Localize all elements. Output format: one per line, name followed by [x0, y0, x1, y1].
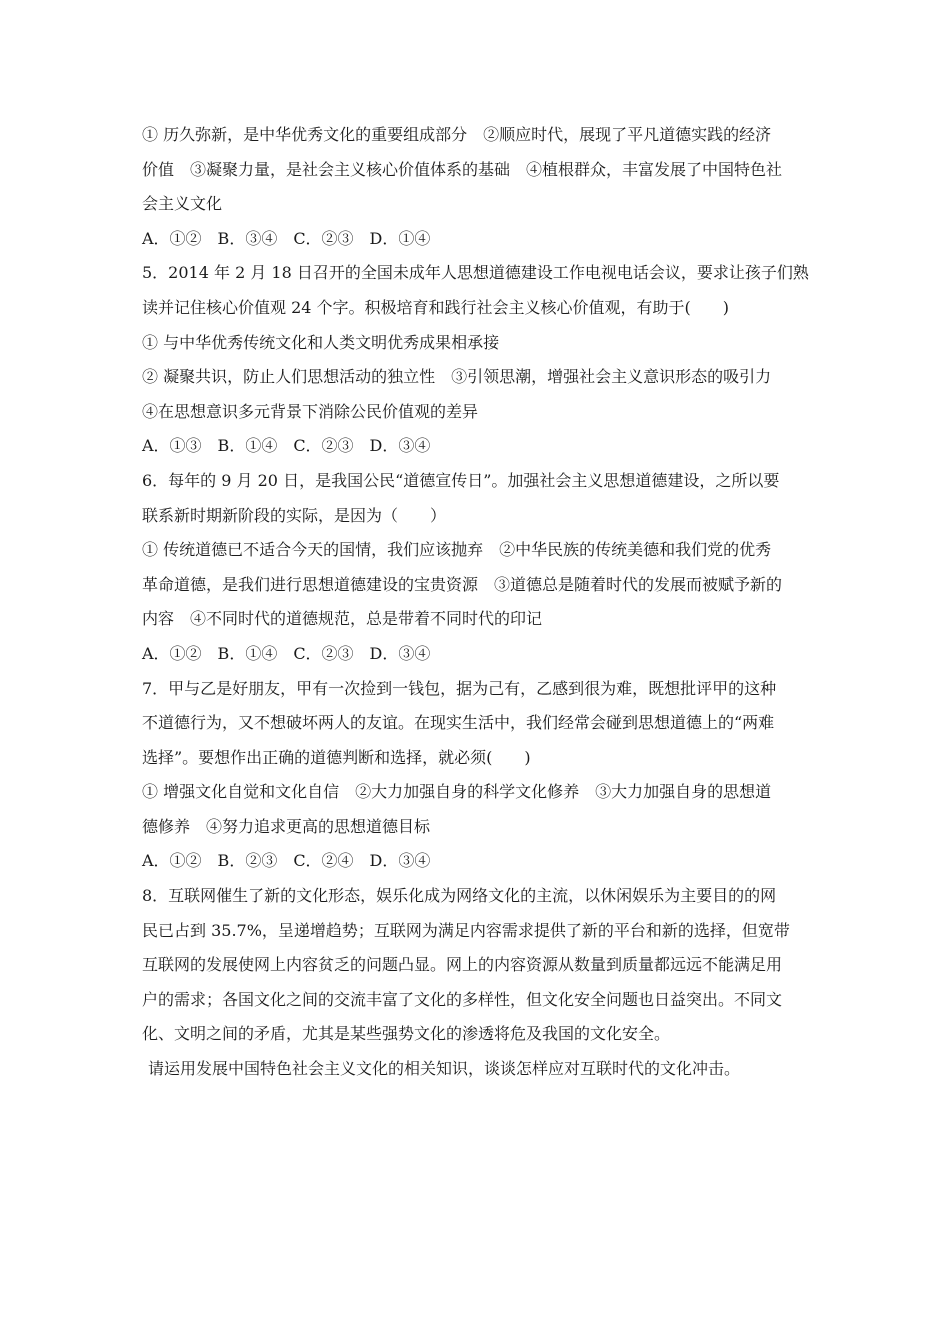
q6-option-line-3: 内容 ④不同时代的道德规范，总是带着不同时代的印记 — [142, 609, 543, 629]
q7-answer-choices: A．①② B．②③ C．②④ D．③④ — [142, 851, 431, 871]
q6-answer-choices: A．①② B．①④ C．②③ D．③④ — [142, 643, 431, 663]
q5-stem-line-1: 5．2014 年 2 月 18 日召开的全国未成年人思想道德建设工作电视电话会议，要求让孩子们熟 — [142, 263, 809, 283]
q5-option-line-3: ④在思想意识多元背景下消除公民价值观的差异 — [142, 401, 479, 421]
q7-stem-line-1: 7．甲与乙是好朋友，甲有一次捡到一钱包，据为己有，乙感到很为难，既想批评甲的这种 — [142, 678, 777, 698]
q7-option-line-1: ① 增强文化自觉和文化自信 ②大力加强自身的科学文化修养 ③大力加强自身的思想道 — [142, 782, 772, 802]
q7-stem-line-2: 不道德行为，又不想破坏两人的友谊。在现实生活中，我们经常会碰到思想道德上的“两难 — [142, 713, 775, 733]
q4-option-line-3: 会主义文化 — [142, 194, 223, 214]
q6-stem-line-2: 联系新时期新阶段的实际，是因为（ ） — [142, 505, 447, 525]
document-body — [142, 118, 817, 1087]
q6-option-line-1: ① 传统道德已不适合今天的国情，我们应该抛弃 ②中华民族的传统美德和我们党的优秀 — [142, 540, 772, 560]
q6-stem-line-1: 6．每年的 9 月 20 日，是我国公民“道德宣传日”。加强社会主义思想道德建设，之所以要 — [142, 470, 780, 490]
q8-material-line-3: 互联网的发展使网上内容贫乏的问题凸显。网上的内容资源从数量到质量都远远不能满足用 — [142, 955, 783, 975]
q5-stem-line-2: 读并记住核心价值观 24 个字。积极培育和践行社会主义核心价值观，有助于( ) — [142, 297, 730, 317]
q7-stem-line-3: 选择”。要想作出正确的道德判断和选择，就必须( ) — [142, 747, 531, 767]
q8-question: 请运用发展中国特色社会主义文化的相关知识，谈谈怎样应对互联时代的文化冲击。 — [148, 1059, 741, 1079]
q5-option-line-2: ② 凝聚共识，防止人们思想活动的独立性 ③引领思潮，增强社会主义意识形态的吸引力 — [142, 367, 772, 387]
q8-material-line-1: 8．互联网催生了新的文化形态，娱乐化成为网络文化的主流，以休闲娱乐为主要目的的网 — [142, 886, 777, 906]
q4-option-line-1: ① 历久弥新，是中华优秀文化的重要组成部分 ②顺应时代，展现了平凡道德实践的经济 — [142, 125, 772, 144]
q6-option-line-2: 革命道德，是我们进行思想道德建设的宝贵资源 ③道德总是随着时代的发展而被赋予新的 — [142, 574, 783, 594]
q8-material-line-5: 化、文明之间的矛盾，尤其是某些强势文化的渗透将危及我国的文化安全。 — [142, 1024, 671, 1044]
q8-material-line-4: 户的需求；各国文化之间的交流丰富了文化的多样性，但文化安全问题也日益突出。不同文 — [142, 989, 783, 1009]
q7-option-line-2: 德修养 ④努力追求更高的思想道德目标 — [142, 816, 431, 836]
q4-answer-choices: A．①② B．③④ C．②③ D．①④ — [142, 228, 431, 248]
q5-answer-choices: A．①③ B．①④ C．②③ D．③④ — [142, 436, 431, 456]
q5-option-line-1: ① 与中华优秀传统文化和人类文明优秀成果相承接 — [142, 332, 500, 352]
q4-option-line-2: 价值 ③凝聚力量，是社会主义核心价值体系的基础 ④植根群众，丰富发展了中国特色社 — [142, 159, 783, 179]
q8-material-line-2: 民已占到 35.7%，呈递增趋势；互联网为满足内容需求提供了新的平台和新的选择，但宽带 — [142, 920, 790, 940]
